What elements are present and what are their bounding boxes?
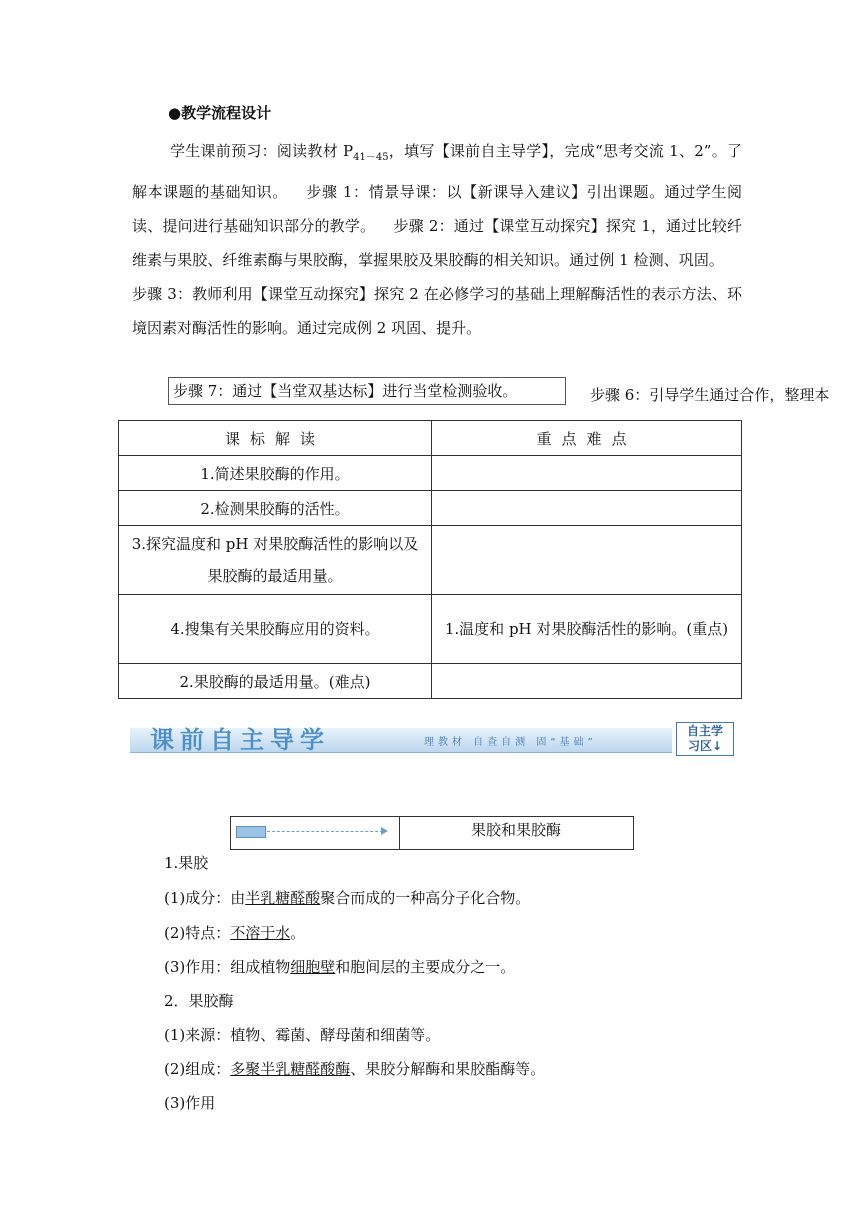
para-step1: 步骤 1：情景导课：以【新课导入建议】引出课题。通过学生阅读、提问进行基础知识部分的教学。 — [132, 183, 742, 235]
knowledge-point-title: 果胶和果胶酶 — [470, 821, 561, 839]
table-cell: 1.温度和 pH 对果胶酶活性的影响。(重点) — [432, 595, 742, 664]
text: (3)作用：组成植物 — [164, 958, 291, 976]
underlined-answer: 不溶于水 — [230, 924, 291, 942]
knowledge-point-marker — [231, 817, 400, 849]
heading-pectinase: 2．果胶酶 — [164, 992, 234, 1010]
table-row — [119, 595, 742, 664]
para-part1: 学生课前预习：阅读教材 P — [170, 142, 354, 160]
heading-pectin: 1.果胶 — [164, 854, 209, 872]
header-key-points: 重点难点 — [432, 421, 742, 456]
pectinase-source: (1)来源：植物、霉菌、酵母菌和细菌等。 — [164, 1026, 441, 1044]
step6-text: 步骤 6：引导学生通过合作，整理本 — [590, 386, 830, 404]
text: 和胞间层的主要成分之一。 — [335, 958, 516, 976]
underlined-answer: 半乳糖醛酸 — [245, 889, 321, 907]
underlined-answer: 细胞壁 — [290, 958, 336, 976]
badge-line1: 自主学 — [686, 724, 723, 738]
pectin-feature — [164, 922, 305, 943]
arrowhead-icon — [381, 827, 388, 835]
table-row — [119, 456, 742, 491]
underlined-answer: 多聚半乳糖醛酸酶 — [230, 1060, 351, 1078]
step7-box: 步骤 7：通过【当堂双基达标】进行当堂检测验收。 — [168, 377, 566, 405]
banner-subtitle: 理教材 自查自测 固“基础” — [424, 737, 597, 748]
pectin-composition — [164, 887, 530, 908]
table-row — [119, 491, 742, 526]
para-step3: 步骤 3：教师利用【课堂互动探究】探究 2 在必修学习的基础上理解酶活性的表示方法、环境因素对酶活性的影响。通过完成例 2 巩固、提升。 — [132, 285, 742, 337]
pectin-function — [164, 956, 515, 977]
table-cell: 2.果胶酶的最适用量。(难点) — [119, 664, 432, 699]
table-cell — [432, 526, 742, 595]
table-cell — [432, 664, 742, 699]
text: 、果胶分解酶和果胶酯酶等。 — [350, 1060, 546, 1078]
table-cell: 1.简述果胶酶的作用。 — [119, 456, 432, 491]
section-title: ●教学流程设计 — [168, 104, 272, 122]
pectinase-composition — [164, 1058, 545, 1079]
self-study-badge — [676, 722, 734, 756]
knowledge-point-box — [230, 816, 634, 850]
page-range-subscript: 41－45 — [353, 152, 389, 163]
standards-table — [118, 420, 742, 699]
text: (2)特点： — [164, 924, 231, 942]
table-cell: 2.检测果胶酶的活性。 — [119, 491, 432, 526]
table-header-row — [119, 421, 742, 456]
table-cell: 4.搜集有关果胶酶应用的资料。 — [119, 595, 432, 664]
badge-line2: 习区↓ — [687, 739, 723, 753]
table-cell — [432, 456, 742, 491]
dashed-arrow-icon — [267, 831, 383, 832]
para-step2: 步骤 2：通过【课堂互动探究】探究 1，通过比较纤维素与果胶、纤维素酶与果胶酶，掌握果胶及果胶酶的相关知识。通过例 1 检测、巩固。 — [132, 217, 742, 269]
table-cell — [432, 491, 742, 526]
knowledge-tag-icon — [236, 826, 266, 838]
pectinase-function: (3)作用 — [164, 1094, 216, 1112]
text: (1)成分：由 — [164, 889, 246, 907]
section-banner — [130, 720, 736, 760]
table-cell: 3.探究温度和 pH 对果胶酶活性的影响以及果胶酶的最适用量。 — [119, 526, 432, 595]
text: 聚合而成的一种高分子化合物。 — [320, 889, 531, 907]
text: 。 — [290, 924, 306, 942]
table-row — [119, 526, 742, 595]
text: (2)组成： — [164, 1060, 231, 1078]
banner-title: 课前自主导学 — [150, 726, 330, 754]
header-curriculum: 课标解读 — [119, 421, 432, 456]
para-part2: ，填写【课前自主导学】，完成“思考交流 1、2”。了解本课题的基础知识。 — [132, 142, 742, 201]
table-row — [119, 664, 742, 699]
process-paragraph — [132, 134, 742, 345]
